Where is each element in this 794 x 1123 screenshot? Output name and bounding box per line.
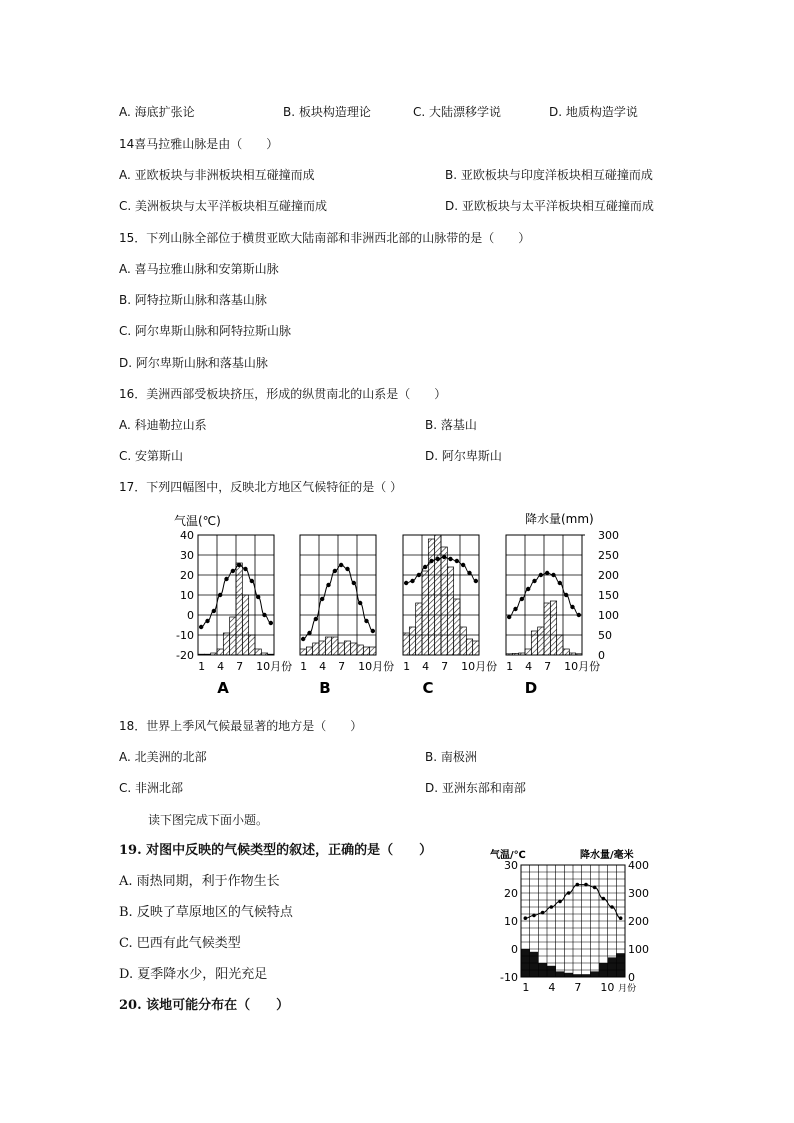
temperature-point (205, 619, 209, 623)
precip-bar (325, 637, 331, 655)
q16-option-d: D. 阿尔卑斯山 (425, 449, 502, 463)
q15-option-d: D. 阿尔卑斯山脉和落基山脉 (119, 356, 268, 370)
precip-bar (249, 635, 255, 655)
precip-bar (563, 649, 569, 655)
temperature-point (339, 563, 343, 567)
precip-bar (544, 603, 550, 655)
precip-bar (416, 603, 422, 655)
right-axis-title: 降水量(mm) (525, 512, 594, 526)
precip-bar (409, 627, 415, 655)
precip-tick-label: 300 (598, 529, 619, 542)
q19-option-c: C. 巴西有此气候类型 (119, 936, 241, 951)
climate-charts-figure (160, 505, 620, 705)
precip-bar (454, 599, 460, 655)
precip-bar (466, 639, 472, 655)
precip-bar (242, 595, 248, 655)
temperature-point (593, 886, 597, 890)
precip-bar (370, 647, 376, 655)
q16-option-b: B. 落基山 (425, 418, 477, 432)
precip-bar (403, 633, 409, 655)
month-tick-label: 1 (506, 660, 514, 673)
precip-bar (357, 645, 363, 655)
precip-axis-ticks (582, 529, 619, 662)
temperature-point (532, 579, 536, 583)
precip-tick-label: 200 (628, 915, 649, 928)
precip-bar (531, 631, 537, 655)
temperature-point (570, 605, 574, 609)
reading-instruction: 读下图完成下面小题。 (148, 813, 269, 827)
temperature-point (314, 617, 318, 621)
temperature-point (602, 897, 606, 901)
climate-chart-b (300, 535, 394, 697)
month-tick-label: 1 (198, 660, 206, 673)
q18-option-d: D. 亚洲东部和南部 (425, 781, 526, 795)
precip-bar (300, 649, 306, 655)
precip-bar (608, 957, 617, 977)
precip-bar (313, 643, 319, 655)
temperature-point (610, 905, 614, 909)
q19-option-a: A. 雨热同期，利于作物生长 (119, 874, 280, 889)
temp-tick-label: 30 (504, 859, 518, 872)
left-axis-title: 气温(℃) (174, 514, 221, 528)
temperature-point (448, 557, 452, 561)
temperature-point (455, 559, 459, 563)
temperature-point (320, 597, 324, 601)
temperature-point (539, 573, 543, 577)
precip-bar (547, 966, 556, 977)
q14-option-c: C. 美洲板块与太平洋板块相互碰撞而成 (119, 199, 328, 213)
q18-option-b: B. 南极洲 (425, 750, 477, 764)
temperature-point (404, 581, 408, 585)
precip-bar (422, 571, 428, 655)
temperature-point (541, 911, 545, 915)
temp-tick-label: 20 (504, 887, 518, 900)
month-tick-label: 4 (525, 660, 533, 673)
month-tick-label: 10月份 (564, 660, 601, 673)
precip-bar (332, 637, 338, 655)
chart-label-c: C (422, 679, 434, 697)
q18-option-a: A. 北美洲的北部 (119, 750, 207, 764)
q14-option-a: A. 亚欧板块与非洲板块相互碰撞而成 (119, 168, 315, 182)
temperature-point (333, 569, 337, 573)
q18-stem: 18．世界上季风气候最显著的地方是（ ） (119, 719, 363, 733)
temperature-point (584, 883, 588, 887)
temperature-point (417, 573, 421, 577)
precip-bar (616, 953, 625, 977)
precip-tick-label: 200 (598, 569, 619, 582)
q19-option-b: B. 反映了草原地区的气候特点 (119, 905, 293, 920)
temperature-point (237, 563, 241, 567)
temperature-point (532, 914, 536, 918)
precip-tick-label: 0 (628, 971, 635, 984)
temperature-point (474, 579, 478, 583)
temp-tick-label: 40 (180, 529, 194, 542)
fig2-right-title: 降水量/毫米 (580, 850, 634, 861)
precip-tick-label: 300 (628, 887, 649, 900)
month-tick-label: 7 (574, 981, 582, 994)
q13-option-a: A. 海底扩张论 (119, 105, 195, 119)
month-tick-label: 7 (544, 660, 552, 673)
temperature-point (231, 569, 235, 573)
q14-stem: 14喜马拉雅山脉是由（ ） (119, 137, 279, 151)
temperature-point (345, 567, 349, 571)
temperature-point (256, 595, 260, 599)
precip-bar (460, 627, 466, 655)
precip-bar (538, 627, 544, 655)
month-tick-label: 10月份 (461, 660, 498, 673)
month-tick-label: 7 (338, 660, 346, 673)
q14-option-d: D. 亚欧板块与太平洋板块相互碰撞而成 (445, 199, 654, 213)
temperature-point (307, 631, 311, 635)
temperature-point (371, 629, 375, 633)
temperature-point (224, 577, 228, 581)
precip-tick-label: 0 (598, 649, 605, 662)
temperature-point (576, 883, 580, 887)
fig2-left-title: 气温/℃ (490, 850, 526, 861)
precip-bar (557, 635, 563, 655)
month-tick-label: 10月份 (256, 660, 293, 673)
temperature-point (520, 597, 524, 601)
chart-label-d: D (524, 679, 538, 697)
temperature-point (250, 579, 254, 583)
temperature-point (545, 571, 549, 575)
q16-stem: 16．美洲西部受板块挤压，形成的纵贯南北的山系是（ ） (119, 387, 447, 401)
temperature-point (513, 607, 517, 611)
temperature-point (507, 615, 511, 619)
temperature-point (262, 613, 266, 617)
temperature-point (423, 565, 427, 569)
month-tick-label: 1 (403, 660, 411, 673)
climate-chart-d (506, 535, 600, 697)
temperature-point (301, 637, 305, 641)
precip-bar (441, 547, 447, 655)
temp-tick-label: -10 (500, 971, 518, 984)
precip-bar (319, 641, 325, 655)
precip-bar (473, 641, 479, 655)
temperature-point (551, 573, 555, 577)
precip-bar (435, 535, 441, 655)
q13-option-c: C. 大陆漂移学说 (413, 105, 502, 119)
month-tick-label: 7 (236, 660, 244, 673)
q15-stem: 15．下列山脉全部位于横贯亚欧大陆南部和非洲西北部的山脉带的是（ ） (119, 231, 531, 245)
q19-stem: 19. 对图中反映的气候类型的叙述，正确的是（ ） (119, 843, 433, 858)
q18-option-c: C. 非洲北部 (119, 781, 184, 795)
precip-bar (363, 647, 369, 655)
chart-label-b: B (319, 679, 331, 697)
precip-bar (217, 649, 223, 655)
temperature-point (550, 905, 554, 909)
precip-bar (255, 649, 261, 655)
temp-tick-label: 20 (180, 569, 194, 582)
precip-bar (550, 601, 556, 655)
temperature-point (619, 916, 623, 920)
q16-option-a: A. 科迪勒拉山系 (119, 418, 207, 432)
q15-option-c: C. 阿尔卑斯山脉和阿特拉斯山脉 (119, 324, 292, 338)
precip-tick-label: 100 (628, 943, 649, 956)
precip-bar (447, 567, 453, 655)
precip-bar (525, 649, 531, 655)
precip-bar (230, 617, 236, 655)
temperature-point (429, 559, 433, 563)
month-tick-label: 4 (548, 981, 556, 994)
precip-tick-label: 150 (598, 589, 619, 602)
climate-chart-c (403, 535, 497, 697)
temp-tick-label: 0 (187, 609, 194, 622)
temp-tick-label: 0 (511, 943, 518, 956)
temp-tick-label: 10 (180, 589, 194, 602)
temperature-point (352, 581, 356, 585)
precip-bar (564, 973, 573, 977)
temperature-point (526, 587, 530, 591)
q13-option-d: D. 地质构造学说 (549, 105, 638, 119)
q19-option-d: D. 夏季降水少，阳光充足 (119, 967, 268, 982)
precip-tick-label: 400 (628, 859, 649, 872)
precip-bar (223, 633, 229, 655)
temperature-point (364, 619, 368, 623)
q16-option-c: C. 安第斯山 (119, 449, 184, 463)
temperature-point (577, 613, 581, 617)
precip-tick-label: 250 (598, 549, 619, 562)
q20-stem: 20. 该地可能分布在（ ） (119, 998, 290, 1013)
temperature-point (564, 593, 568, 597)
month-tick-label: 4 (217, 660, 225, 673)
temperature-point (461, 563, 465, 567)
climate-chart-a (198, 535, 292, 697)
temperature-point (558, 900, 562, 904)
month-tick-label: 4 (319, 660, 327, 673)
chart-label-a: A (217, 679, 229, 697)
temperature-point (567, 891, 571, 895)
temperature-point (218, 593, 222, 597)
month-tick-label: 7 (441, 660, 449, 673)
precip-tick-label: 50 (598, 629, 612, 642)
month-tick-label: 1 (522, 981, 530, 994)
precip-bar (306, 647, 312, 655)
temperature-point (410, 579, 414, 583)
precip-bar (530, 952, 539, 977)
temp-axis-ticks (176, 529, 194, 662)
month-tick-label: 10月份 (358, 660, 395, 673)
temperature-point (436, 557, 440, 561)
precip-bar (236, 563, 242, 655)
q14-option-b: B. 亚欧板块与印度洋板块相互碰撞而成 (445, 168, 653, 182)
temperature-point (199, 625, 203, 629)
precip-tick-label: 100 (598, 609, 619, 622)
precip-bar (556, 971, 565, 977)
precip-bar (428, 539, 434, 655)
precip-bar (338, 643, 344, 655)
month-tick-label: 4 (422, 660, 430, 673)
temp-tick-label: 30 (180, 549, 194, 562)
month-tick-label: 10 (600, 981, 615, 994)
q17-stem: 17．下列四幅图中，反映北方地区气候特征的是（ ） (119, 480, 403, 494)
temperature-point (269, 621, 273, 625)
month-tick-label: 1 (300, 660, 308, 673)
temperature-point (524, 916, 528, 920)
q15-option-a: A. 喜马拉雅山脉和安第斯山脉 (119, 262, 279, 276)
q13-option-b: B. 板块构造理论 (283, 105, 371, 119)
temperature-point (358, 601, 362, 605)
temperature-point (467, 571, 471, 575)
temp-tick-label: 10 (504, 915, 518, 928)
q15-option-b: B. 阿特拉斯山脉和落基山脉 (119, 293, 267, 307)
temperature-point (212, 609, 216, 613)
month-tick-label: 月份 (618, 984, 637, 994)
temperature-point (558, 581, 562, 585)
temp-tick-label: -20 (176, 649, 194, 662)
temp-tick-label: -10 (176, 629, 194, 642)
precip-bar (344, 641, 350, 655)
temperature-point (243, 567, 247, 571)
precip-bar (590, 971, 599, 977)
climate-chart-fig2 (488, 845, 668, 1005)
precip-bar (351, 643, 357, 655)
temperature-point (326, 583, 330, 587)
temperature-point (442, 555, 446, 559)
